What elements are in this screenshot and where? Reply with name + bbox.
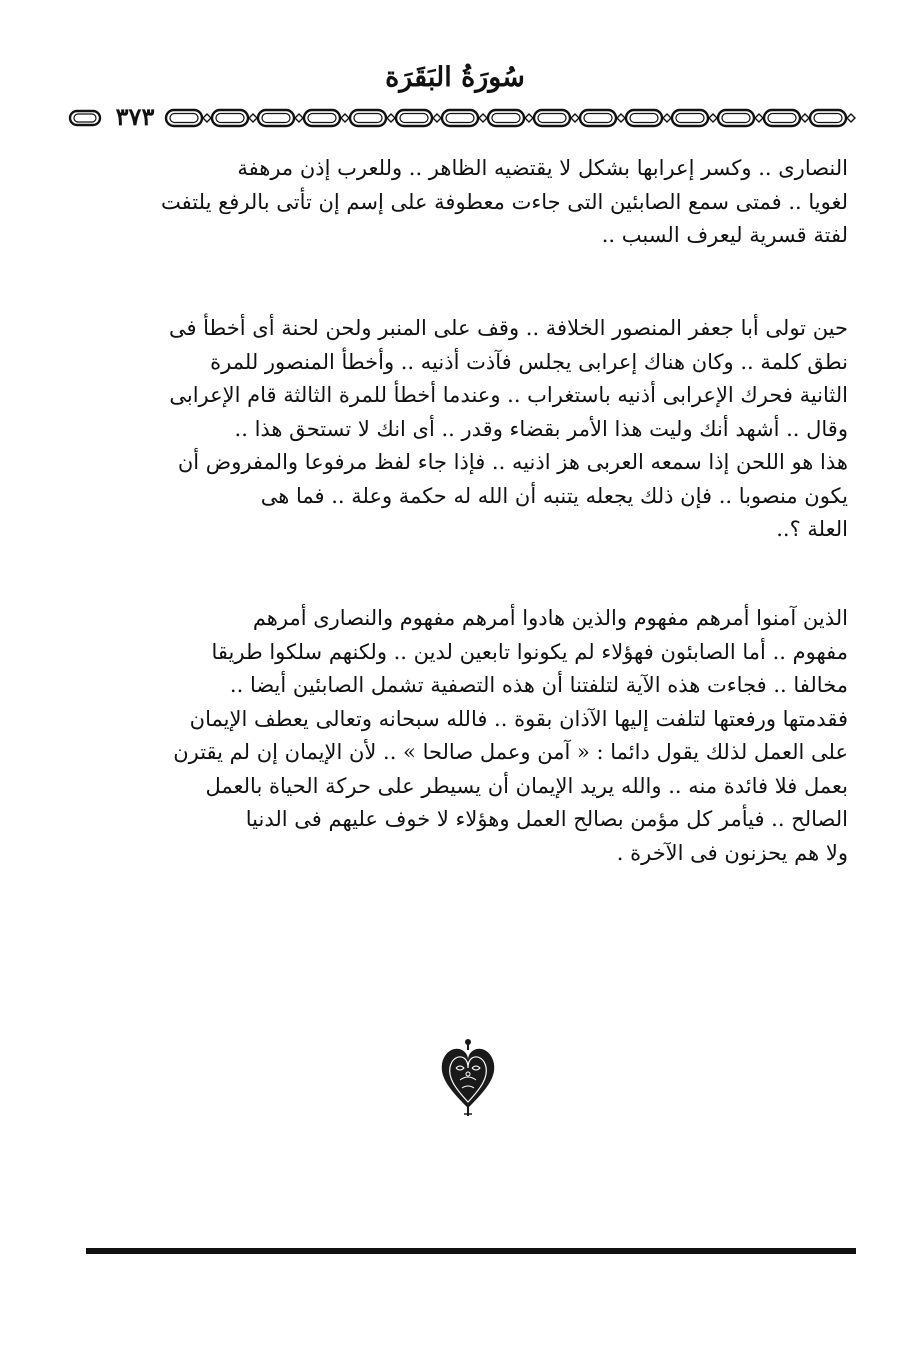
paragraph-line: لغويا .. فمتى سمع الصابئين التى جاءت معطوفة على إسم إن تأتى بالرفع يلتفت	[161, 189, 848, 214]
paragraph-2	[118, 312, 848, 547]
paragraph-3	[118, 602, 848, 870]
paragraph-line: لفتة قسرية ليعرف السبب ..	[601, 223, 848, 247]
paragraph-line: بعمل فلا فائدة منه .. والله يريد الإيمان أن يسيطر على حركة الحياة بالعمل	[205, 773, 848, 798]
heart-ornament-icon	[438, 1038, 498, 1118]
paragraph-line: الصالح .. فيأمر كل مؤمن بصالح العمل وهؤلاء لا خوف عليهم فى الدنيا	[245, 807, 848, 831]
decorative-chain-border	[68, 102, 858, 134]
paragraph-line: وقال .. أشهد أنك وليت هذا الأمر بقضاء وقدر .. أى انك لا تستحق هذا ..	[234, 416, 848, 441]
paragraph-line: العلة ؟..	[776, 517, 848, 541]
paragraph-line: هذا هو اللحن إذا سمعه العربى هز اذنيه .. فإذا جاء لفظ مرفوعا والمفروض أن	[177, 450, 848, 474]
bottom-rule	[86, 1248, 856, 1254]
paragraph-line: نطق كلمة .. وكان هناك إعرابى يجلس فآذت أذنيه .. وأخطأ المنصور للمرة	[210, 349, 848, 374]
paragraph-line: حين تولى أبا جعفر المنصور الخلافة .. وقف على المنبر ولحن لحنة أى أخطأ فى	[168, 316, 848, 340]
page-number: ٣٧٣	[115, 102, 155, 131]
paragraph-line: ولا هم يحزنون فى الآخرة .	[616, 840, 848, 865]
paragraph-line: مفهوم .. أما الصابئون فهؤلاء لم يكونوا تابعين لدين .. ولكنهم سلكوا طريقا	[211, 639, 848, 664]
surah-title: سُورَةُ البَقَرَة	[385, 62, 525, 93]
paragraph-line: على العمل لذلك يقول دائما : « آمن وعمل صالحا » .. لأن الإيمان إن لم يقترن	[173, 740, 848, 764]
paragraph-line: النصارى .. وكسر إعرابها بشكل لا يقتضيه الظاهر .. وللعرب إذن مرهفة	[237, 156, 848, 180]
paragraph-line: فقدمتها ورفعتها لتلفت إليها الآذان بقوة .. فالله سبحانه وتعالى يعطف الإيمان	[189, 706, 848, 731]
paragraph-line: يكون منصوبا .. فإن ذلك يجعله يتنبه أن الله له حكمة وعلة .. فما هى	[260, 483, 848, 508]
paragraph-line: الذين آمنوا أمرهم مفهوم والذين هادوا أمرهم مفهوم والنصارى أمرهم	[252, 606, 848, 630]
paragraph-line: مخالفا .. فجاءت هذه الآية لتلفتنا أن هذه التصفية تشمل الصابئين أيضا ..	[229, 673, 848, 697]
paragraph-1	[118, 152, 848, 253]
paragraph-line: الثانية فحرك الإعرابى أذنيه باستغراب .. وعندما أخطأ للمرة الثالثة قام الإعرابى	[169, 383, 848, 407]
